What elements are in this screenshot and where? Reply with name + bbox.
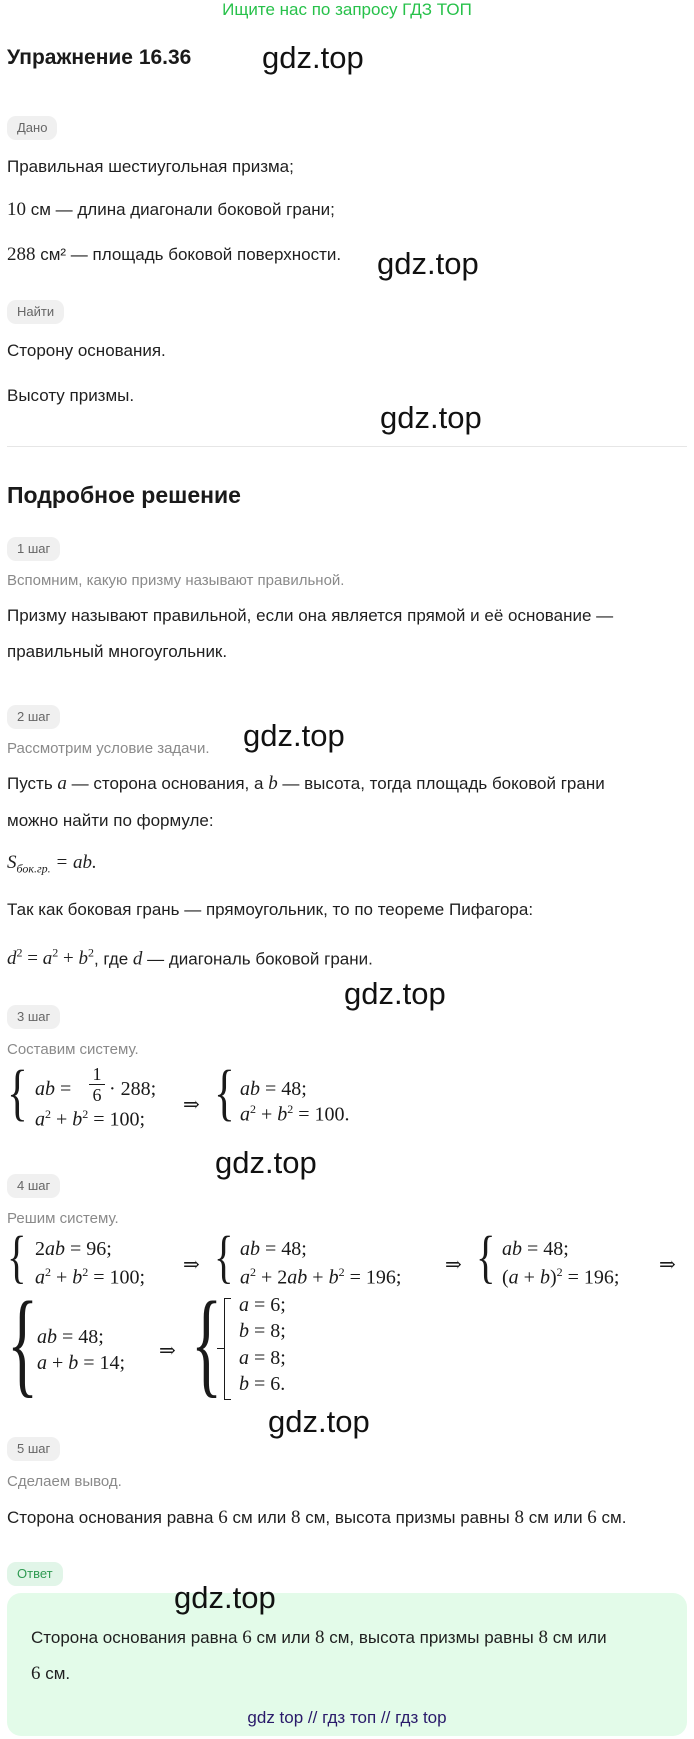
step-badge: 2 шаг [7,705,60,729]
watermark: gdz.top [262,40,364,75]
divider [7,446,687,447]
step-badge: 5 шаг [7,1437,60,1461]
answer-text: 6 см. [31,1663,71,1684]
step-hint: Рассмотрим условие задачи. [7,740,210,757]
step-text: Призму называют правильной, если она является прямой и её основание — [7,606,614,625]
step-badge: 3 шаг [7,1005,60,1029]
solution-title: Подробное решение [7,482,241,508]
search-banner: Ищите нас по запросу ГДЗ ТОП [222,0,472,19]
find-line: Высоту призмы. [7,386,135,405]
given-line: 10 см — длина диагонали боковой грани; [7,199,335,220]
find-line: Сторону основания. [7,341,166,360]
step-hint: Решим систему. [7,1210,119,1227]
watermark: gdz.top [215,1145,317,1180]
step-badge: 1 шаг [7,537,60,561]
find-badge: Найти [7,300,64,324]
footer-links[interactable]: gdz top // гдз топ // гдз top [247,1708,447,1727]
system-equations: { ab = 1 6 · 288; $a^2 + b^2 = 100$; ⇒ { ab = 48; $a^2 + b^2 = 100$. [7,1059,350,1131]
step-hint: Вспомним, какую призму называют правильной. [7,572,345,589]
watermark: gdz.top [344,976,446,1011]
exercise-title: Упражнение 16.36 [7,46,192,69]
answer-badge: Ответ [7,1562,63,1586]
watermark: gdz.top [380,400,482,435]
watermark: gdz.top [377,246,479,281]
system-solve-row1: { 2ab = 96; $a^2 + b^2 = 100$; ⇒ { ab = 48; $a^2 + 2ab + b^2 = 196$; ⇒ { ab = 48; $(a + b)^2 = 196$; ⇒ [7,1224,676,1289]
step-text: Так как боковая грань — прямоугольник, то по теореме Пифагора: [7,900,534,919]
given-line: 288 см² — площадь боковой поверхности. [7,244,342,265]
answer-text: Сторона основания равна 6 см или 8 см, высота призмы равны 8 см или [31,1627,607,1648]
given-line: Правильная шестиугольная призма; [7,157,294,176]
step-hint: Сделаем вывод. [7,1473,122,1490]
watermark: gdz.top [174,1580,276,1615]
step-text: правильный многоугольник. [7,642,228,661]
frac-den: 6 [92,1085,102,1105]
given-badge: Дано [7,116,57,140]
area-formula: $S_{бок.гр.}$ = ab. [7,852,97,876]
watermark: gdz.top [268,1404,370,1439]
step-badge: 4 шаг [7,1174,60,1198]
watermark: gdz.top [243,718,345,753]
step-text: можно найти по формуле: [7,811,214,830]
conclusion: Сторона основания равна 6 см или 8 см, высота призмы равны 8 см или 6 см. [7,1507,627,1528]
frac-num: 1 [92,1064,102,1084]
step-hint: Составим систему. [7,1041,139,1058]
step-text: Пусть a — сторона основания, а b — высота, тогда площадь боковой грани [7,773,605,794]
pythagoras-line: $d^2 = a^2 + b^2$, где d — диагональ боковой грани. [7,946,373,970]
system-solve-row2: { ab = 48; a + b = 14; ⇒ { a = 6; b = 8; a = 8; b = 6. [7,1277,286,1408]
